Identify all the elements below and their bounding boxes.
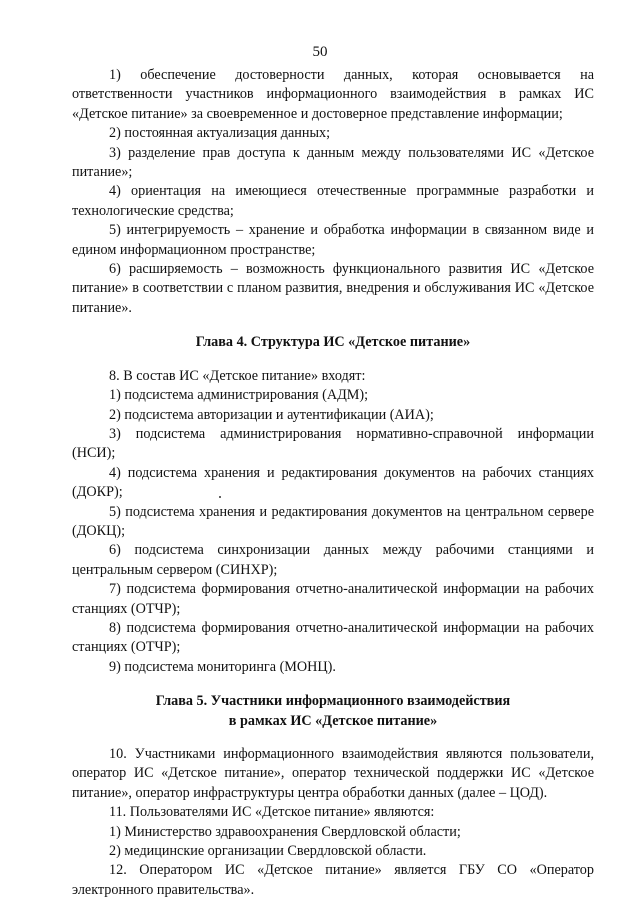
- paragraph: 6) расширяемость – возможность функционального развития ИС «Детское питание» в соответствии с планом развития, внедрения и обслуживания ИС «Детское питание».: [72, 261, 594, 316]
- paragraph: 8. В состав ИС «Детское питание» входят:: [109, 367, 366, 384]
- paragraph: 3) подсистема администрирования нормативно-справочной информации (НСИ);: [72, 425, 594, 462]
- document-body: [72, 66, 594, 900]
- paragraph: 3) разделение прав доступа к данным между пользователями ИС «Детское питание»;: [72, 144, 594, 181]
- paragraph: 2) постоянная актуализация данных;: [109, 125, 331, 142]
- chapter-heading: [72, 692, 594, 731]
- page-number: 50: [312, 44, 328, 60]
- paragraph: 4) подсистема хранения и редактирования документов на рабочих станциях (ДОКР);: [72, 464, 594, 501]
- paragraph: 5) подсистема хранения и редактирования документов на центральном сервере (ДОКЦ);: [72, 503, 594, 539]
- paragraph: 4) ориентация на имеющиеся отечественные программные разработки и технологические средства;: [72, 183, 594, 219]
- paragraph: 10. Участниками информационного взаимодействия являются пользователи, оператор ИС «Детское питание», оператор технической поддержки ИС «Детское питание», оператор инфраструктуры центра обработки данных (далее – ЦОД).: [72, 746, 594, 801]
- chapter-heading-line: в рамках ИС «Детское питание»: [228, 712, 438, 729]
- chapter-heading: [72, 333, 594, 352]
- paragraph: 5) интегрируемость – хранение и обработка информации в связанном виде и едином информационном пространстве;: [72, 222, 594, 258]
- paragraph: 2) медицинские организации Свердловской области.: [109, 843, 427, 860]
- paragraph: 1) Министерство здравоохранения Свердловской области;: [109, 823, 461, 840]
- paragraph: 8) подсистема формирования отчетно-аналитической информации на рабочих станциях (ОТЧР);: [72, 619, 594, 656]
- paragraph: 11. Пользователями ИС «Детское питание» являются:: [109, 804, 435, 821]
- paragraph: 12. Оператором ИС «Детское питание» является ГБУ СО «Оператор электронного правительства».: [72, 862, 594, 898]
- paragraph: 7) подсистема формирования отчетно-аналитической информации на рабочих станциях (ОТЧР);: [72, 581, 594, 617]
- paragraph: 1) обеспечение достоверности данных, которая основывается на ответственности участников информационного взаимодействия в рамках ИС «Детское питание» за своевременное и достоверное представление информации;: [72, 67, 594, 122]
- paragraph: 6) подсистема синхронизации данных между рабочими станциями и центральным сервером (СИНХР);: [72, 542, 594, 578]
- chapter-heading-line: Глава 4. Структура ИС «Детское питание»: [195, 334, 471, 351]
- chapter-heading-line: Глава 5. Участники информационного взаимодействия: [155, 693, 511, 710]
- scan-speck: [219, 496, 221, 498]
- paragraph: 1) подсистема администрирования (АДМ);: [109, 387, 369, 404]
- paragraph: 2) подсистема авторизации и аутентификации (АИА);: [109, 406, 434, 423]
- paragraph: 9) подсистема мониторинга (МОНЦ).: [109, 658, 336, 675]
